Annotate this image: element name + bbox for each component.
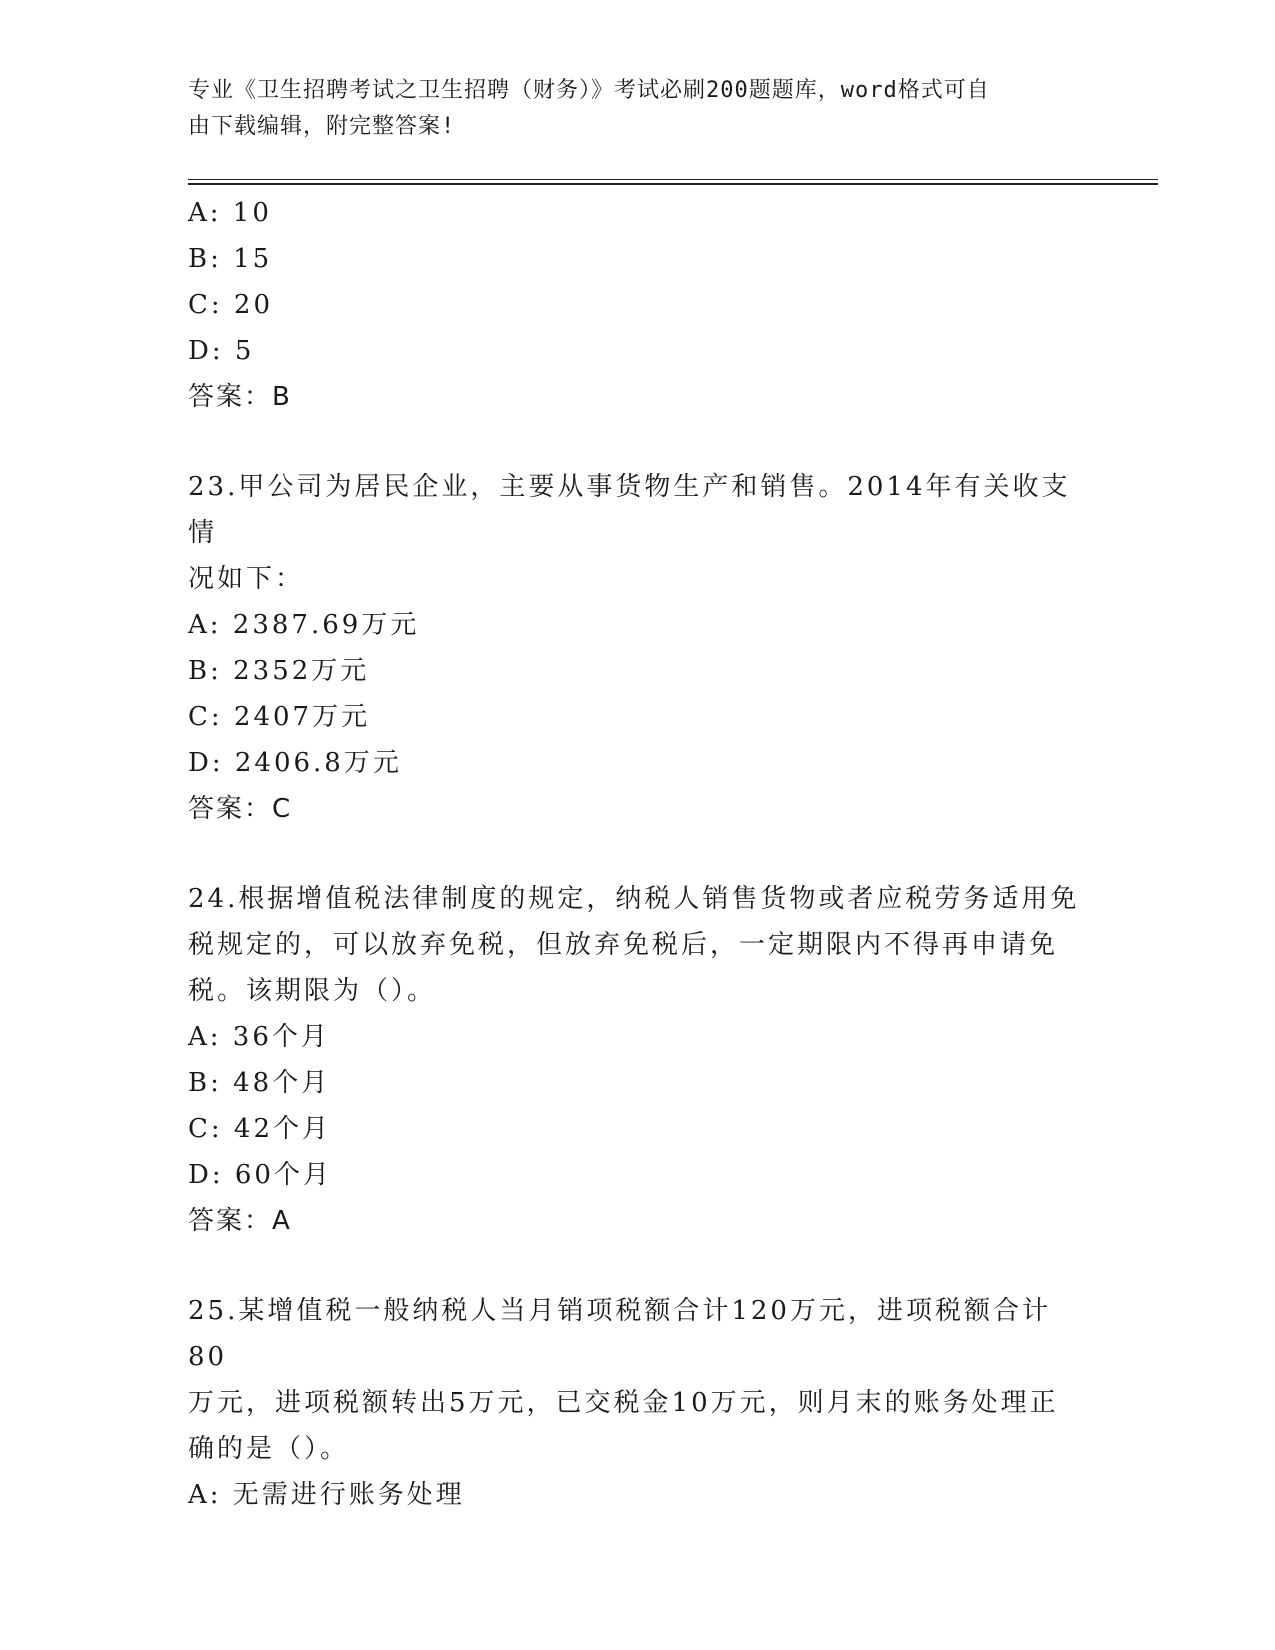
option-d: D: 5: [188, 336, 255, 366]
question-stem-line: 税。该期限为（）。: [188, 976, 437, 1006]
answer: 答案：A: [188, 1206, 292, 1236]
option-b: B: 48个月: [188, 1068, 331, 1098]
question-stem-line: 万元，进项税额转出5万元，已交税金10万元，则月末的账务处理正: [188, 1388, 1059, 1418]
spacer: [188, 1244, 1088, 1288]
question-22: [188, 190, 1088, 420]
option-a: A: 2387.69万元: [188, 610, 420, 640]
question-list: [188, 190, 1088, 1518]
question-stem-line: 24.根据增值税法律制度的规定，纳税人销售货物或者应税劳务适用免: [188, 884, 1080, 914]
header-line-2: 由下载编辑，附完整答案!: [188, 114, 456, 139]
option-b: B: 2352万元: [188, 656, 370, 686]
question-23: [188, 464, 1088, 832]
question-stem-line: 23.甲公司为居民企业，主要从事货物生产和销售。2014年有关收支情: [188, 472, 1071, 548]
option-c: C: 20: [188, 290, 274, 320]
question-stem-line: 25.某增值税一般纳税人当月销项税额合计120万元，进项税额合计80: [188, 1296, 1051, 1372]
option-c: C: 42个月: [188, 1114, 332, 1144]
question-24: [188, 876, 1088, 1244]
header-divider-thick: [188, 183, 1158, 185]
spacer: [188, 832, 1088, 876]
option-a: A: 36个月: [188, 1022, 330, 1052]
question-stem-line: 确的是（）。: [188, 1434, 350, 1464]
option-a: A: 无需进行账务处理: [188, 1480, 465, 1510]
answer: 答案：B: [188, 382, 292, 412]
document-header: [188, 73, 1088, 145]
question-25: [188, 1288, 1088, 1518]
question-stem-line: 况如下：: [188, 564, 305, 594]
header-line-1: 专业《卫生招聘考试之卫生招聘（财务）》考试必刷200题题库，word格式可自: [188, 78, 990, 103]
option-d: D: 60个月: [188, 1160, 332, 1190]
option-c: C: 2407万元: [188, 702, 371, 732]
question-stem-line: 税规定的，可以放弃免税，但放弃免税后，一定期限内不得再申请免: [188, 930, 1059, 960]
option-a: A: 10: [188, 198, 272, 228]
spacer: [188, 420, 1088, 464]
option-b: B: 15: [188, 244, 273, 274]
answer: 答案：C: [188, 794, 293, 824]
header-divider-thin: [188, 179, 1158, 180]
option-d: D: 2406.8万元: [188, 748, 402, 778]
